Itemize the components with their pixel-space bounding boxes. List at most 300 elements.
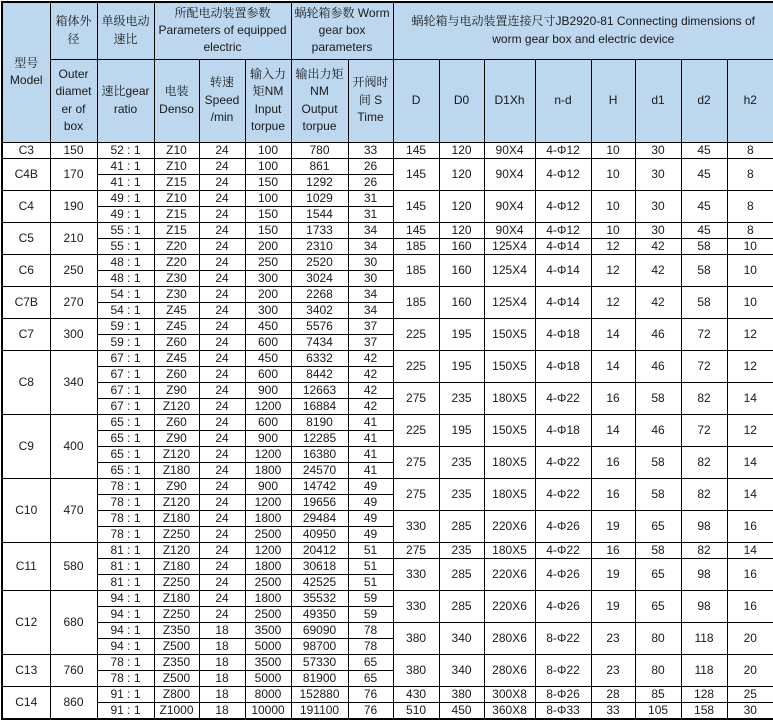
cell-speed: 24: [199, 382, 245, 398]
cell-input-torque: 900: [245, 478, 291, 494]
cell-D0: 120: [439, 190, 484, 222]
cell-model: C4: [2, 190, 50, 222]
cell-gear-ratio: 91 : 1: [97, 686, 154, 702]
cell-D0: 235: [439, 478, 484, 510]
cell-D0: 450: [439, 702, 484, 719]
cell-d2: 72: [681, 414, 727, 446]
cell-speed: 24: [199, 590, 245, 606]
cell-denso: Z45: [154, 302, 199, 318]
cell-h2: 25: [727, 686, 773, 702]
cell-D1Xh: 90X4: [484, 142, 535, 158]
cell-output-torque: 3402: [291, 302, 348, 318]
cell-D1Xh: 125X4: [484, 238, 535, 254]
cell-D: 145: [393, 142, 439, 158]
table-row: [2, 414, 773, 430]
cell-time: 42: [348, 382, 393, 398]
cell-input-torque: 3500: [245, 654, 291, 670]
cell-h2: 14: [727, 542, 773, 558]
cell-d2: 72: [681, 318, 727, 350]
cell-speed: 24: [199, 270, 245, 286]
cell-outer-diameter: 250: [50, 254, 97, 286]
cell-h2: 10: [727, 238, 773, 254]
header-row-columns: [2, 59, 773, 142]
cell-d1: 65: [635, 590, 681, 622]
cell-outer-diameter: 170: [50, 158, 97, 190]
cell-d1: 42: [635, 254, 681, 286]
cell-output-torque: 57330: [291, 654, 348, 670]
cell-speed: 24: [199, 446, 245, 462]
cell-H: 14: [591, 350, 635, 382]
cell-time: 34: [348, 222, 393, 238]
table-row: [2, 222, 773, 238]
cell-gear-ratio: 48 : 1: [97, 270, 154, 286]
cell-D1Xh: 150X5: [484, 318, 535, 350]
header-dim-D0: D0: [439, 59, 484, 142]
cell-denso: Z30: [154, 286, 199, 302]
cell-n-d: 4-Φ26: [535, 590, 591, 622]
cell-outer-diameter: 860: [50, 686, 97, 719]
cell-H: 19: [591, 558, 635, 590]
cell-time: 41: [348, 462, 393, 478]
cell-speed: 18: [199, 702, 245, 719]
cell-speed: 24: [199, 414, 245, 430]
cell-input-torque: 10000: [245, 702, 291, 719]
header-time: 开阀时间 S Time: [348, 59, 393, 142]
cell-d2: 118: [681, 622, 727, 654]
cell-time: 59: [348, 606, 393, 622]
cell-model: C10: [2, 478, 50, 542]
cell-n-d: 4-Φ22: [535, 478, 591, 510]
table-row: [2, 478, 773, 494]
cell-h2: 8: [727, 190, 773, 222]
cell-time: 42: [348, 366, 393, 382]
cell-speed: 24: [199, 398, 245, 414]
cell-denso: Z45: [154, 318, 199, 334]
cell-denso: Z180: [154, 510, 199, 526]
cell-input-torque: 3500: [245, 622, 291, 638]
cell-h2: 16: [727, 510, 773, 542]
cell-gear-ratio: 49 : 1: [97, 190, 154, 206]
cell-time: 30: [348, 254, 393, 270]
cell-D: 430: [393, 686, 439, 702]
cell-time: 51: [348, 542, 393, 558]
cell-h2: 10: [727, 286, 773, 318]
cell-output-torque: 191100: [291, 702, 348, 719]
cell-D0: 285: [439, 558, 484, 590]
cell-speed: 18: [199, 654, 245, 670]
table-row: [2, 238, 773, 254]
header-outer-diameter-en: Outer diameter of box: [50, 59, 97, 142]
table-row: [2, 190, 773, 206]
cell-D1Xh: 180X5: [484, 382, 535, 414]
cell-time: 31: [348, 206, 393, 222]
cell-gear-ratio: 65 : 1: [97, 446, 154, 462]
cell-d1: 80: [635, 654, 681, 686]
header-gear-ratio-en: 速比gear ratio: [97, 59, 154, 142]
cell-gear-ratio: 67 : 1: [97, 366, 154, 382]
cell-time: 30: [348, 270, 393, 286]
cell-denso: Z60: [154, 334, 199, 350]
table-row: [2, 510, 773, 526]
cell-d2: 45: [681, 190, 727, 222]
cell-D1Xh: 280X6: [484, 654, 535, 686]
cell-denso: Z45: [154, 350, 199, 366]
cell-model: C14: [2, 686, 50, 719]
header-dim-H: H: [591, 59, 635, 142]
cell-input-torque: 8000: [245, 686, 291, 702]
cell-input-torque: 100: [245, 142, 291, 158]
cell-d2: 98: [681, 510, 727, 542]
cell-gear-ratio: 94 : 1: [97, 622, 154, 638]
cell-denso: Z20: [154, 254, 199, 270]
cell-model: C12: [2, 590, 50, 654]
cell-gear-ratio: 81 : 1: [97, 574, 154, 590]
cell-speed: 24: [199, 142, 245, 158]
cell-output-torque: 29484: [291, 510, 348, 526]
cell-h2: 14: [727, 446, 773, 478]
cell-speed: 24: [199, 510, 245, 526]
cell-H: 10: [591, 158, 635, 190]
cell-model: C8: [2, 350, 50, 414]
cell-model: C4B: [2, 158, 50, 190]
cell-h2: 12: [727, 318, 773, 350]
cell-time: 33: [348, 142, 393, 158]
header-row-groups: [2, 2, 773, 59]
cell-input-torque: 1200: [245, 398, 291, 414]
cell-H: 16: [591, 382, 635, 414]
cell-time: 78: [348, 638, 393, 654]
cell-outer-diameter: 340: [50, 350, 97, 414]
cell-speed: 24: [199, 350, 245, 366]
table-row: [2, 158, 773, 174]
cell-time: 42: [348, 350, 393, 366]
cell-outer-diameter: 580: [50, 542, 97, 590]
cell-n-d: 4-Φ18: [535, 350, 591, 382]
cell-d2: 128: [681, 686, 727, 702]
cell-input-torque: 1800: [245, 462, 291, 478]
cell-d1: 58: [635, 478, 681, 510]
cell-model: C6: [2, 254, 50, 286]
cell-time: 37: [348, 318, 393, 334]
cell-d2: 118: [681, 654, 727, 686]
cell-D1Xh: 360X8: [484, 702, 535, 719]
cell-d1: 65: [635, 558, 681, 590]
cell-denso: Z800: [154, 686, 199, 702]
header-gear-ratio-cn: 单级电动速比: [97, 2, 154, 59]
cell-h2: 12: [727, 414, 773, 446]
cell-H: 10: [591, 142, 635, 158]
cell-D: 330: [393, 590, 439, 622]
header-output-torque: 输出力矩 NM Output torpue: [291, 59, 348, 142]
cell-d2: 82: [681, 542, 727, 558]
cell-gear-ratio: 54 : 1: [97, 286, 154, 302]
cell-n-d: 4-Φ14: [535, 238, 591, 254]
cell-D: 185: [393, 238, 439, 254]
cell-output-torque: 14742: [291, 478, 348, 494]
table-row: [2, 558, 773, 574]
cell-speed: 24: [199, 574, 245, 590]
cell-gear-ratio: 81 : 1: [97, 542, 154, 558]
cell-H: 10: [591, 222, 635, 238]
cell-d2: 82: [681, 382, 727, 414]
cell-d2: 72: [681, 350, 727, 382]
cell-n-d: 4-Φ22: [535, 446, 591, 478]
table-row: [2, 142, 773, 158]
cell-d1: 46: [635, 318, 681, 350]
table-row: [2, 254, 773, 270]
cell-input-torque: 100: [245, 158, 291, 174]
cell-outer-diameter: 400: [50, 414, 97, 478]
cell-speed: 24: [199, 254, 245, 270]
cell-d1: 80: [635, 622, 681, 654]
cell-gear-ratio: 65 : 1: [97, 462, 154, 478]
cell-output-torque: 35532: [291, 590, 348, 606]
cell-output-torque: 69090: [291, 622, 348, 638]
cell-speed: 24: [199, 334, 245, 350]
cell-input-torque: 600: [245, 334, 291, 350]
cell-outer-diameter: 300: [50, 318, 97, 350]
cell-D0: 235: [439, 382, 484, 414]
cell-D: 185: [393, 286, 439, 318]
cell-gear-ratio: 91 : 1: [97, 702, 154, 719]
cell-input-torque: 1200: [245, 542, 291, 558]
cell-outer-diameter: 760: [50, 654, 97, 686]
cell-output-torque: 1544: [291, 206, 348, 222]
cell-gear-ratio: 78 : 1: [97, 478, 154, 494]
cell-input-torque: 1800: [245, 590, 291, 606]
cell-D0: 285: [439, 590, 484, 622]
cell-D: 330: [393, 510, 439, 542]
cell-gear-ratio: 81 : 1: [97, 558, 154, 574]
cell-output-torque: 49350: [291, 606, 348, 622]
cell-gear-ratio: 78 : 1: [97, 670, 154, 686]
parameters-table: [1, 1, 773, 720]
cell-D: 275: [393, 542, 439, 558]
cell-H: 16: [591, 542, 635, 558]
header-denso: 电装 Denso: [154, 59, 199, 142]
cell-d1: 58: [635, 446, 681, 478]
header-speed: 转速 Speed /min: [199, 59, 245, 142]
cell-D1Xh: 220X6: [484, 510, 535, 542]
cell-H: 14: [591, 414, 635, 446]
cell-output-torque: 3024: [291, 270, 348, 286]
cell-D1Xh: 125X4: [484, 254, 535, 286]
cell-input-torque: 1800: [245, 510, 291, 526]
cell-D1Xh: 90X4: [484, 158, 535, 190]
table-row: [2, 686, 773, 702]
cell-speed: 24: [199, 190, 245, 206]
cell-gear-ratio: 59 : 1: [97, 318, 154, 334]
cell-D1Xh: 150X5: [484, 414, 535, 446]
cell-d2: 58: [681, 286, 727, 318]
cell-outer-diameter: 150: [50, 142, 97, 158]
cell-speed: 18: [199, 686, 245, 702]
cell-speed: 24: [199, 526, 245, 542]
cell-output-torque: 7434: [291, 334, 348, 350]
cell-output-torque: 1029: [291, 190, 348, 206]
cell-denso: Z10: [154, 190, 199, 206]
cell-speed: 24: [199, 478, 245, 494]
cell-input-torque: 1200: [245, 494, 291, 510]
cell-denso: Z180: [154, 558, 199, 574]
table-row: [2, 318, 773, 334]
cell-gear-ratio: 41 : 1: [97, 158, 154, 174]
cell-input-torque: 600: [245, 366, 291, 382]
cell-D1Xh: 90X4: [484, 222, 535, 238]
cell-D: 225: [393, 318, 439, 350]
cell-d2: 158: [681, 702, 727, 719]
cell-d1: 42: [635, 286, 681, 318]
cell-gear-ratio: 94 : 1: [97, 638, 154, 654]
cell-d2: 82: [681, 478, 727, 510]
cell-H: 12: [591, 286, 635, 318]
cell-input-torque: 1200: [245, 446, 291, 462]
table-row: [2, 446, 773, 462]
cell-h2: 8: [727, 158, 773, 190]
cell-speed: 24: [199, 302, 245, 318]
cell-output-torque: 2310: [291, 238, 348, 254]
cell-time: 31: [348, 190, 393, 206]
cell-D1Xh: 180X5: [484, 542, 535, 558]
cell-denso: Z120: [154, 446, 199, 462]
cell-d1: 105: [635, 702, 681, 719]
cell-output-torque: 81900: [291, 670, 348, 686]
cell-h2: 16: [727, 590, 773, 622]
cell-n-d: 8-Φ33: [535, 702, 591, 719]
cell-d2: 45: [681, 142, 727, 158]
cell-D: 380: [393, 654, 439, 686]
cell-D1Xh: 90X4: [484, 190, 535, 222]
cell-n-d: 4-Φ22: [535, 382, 591, 414]
cell-time: 34: [348, 302, 393, 318]
cell-speed: 24: [199, 542, 245, 558]
cell-time: 76: [348, 702, 393, 719]
cell-n-d: 4-Φ12: [535, 158, 591, 190]
cell-input-torque: 2500: [245, 526, 291, 542]
header-dim-h2: h2: [727, 59, 773, 142]
cell-input-torque: 100: [245, 190, 291, 206]
cell-speed: 24: [199, 494, 245, 510]
cell-h2: 10: [727, 254, 773, 286]
cell-n-d: 4-Φ12: [535, 190, 591, 222]
cell-D: 275: [393, 382, 439, 414]
cell-time: 76: [348, 686, 393, 702]
cell-input-torque: 2500: [245, 574, 291, 590]
cell-denso: Z500: [154, 670, 199, 686]
table-row: [2, 654, 773, 670]
cell-denso: Z10: [154, 142, 199, 158]
cell-input-torque: 900: [245, 430, 291, 446]
cell-input-torque: 900: [245, 382, 291, 398]
cell-time: 49: [348, 526, 393, 542]
cell-denso: Z30: [154, 270, 199, 286]
cell-d2: 45: [681, 158, 727, 190]
cell-gear-ratio: 59 : 1: [97, 334, 154, 350]
cell-D0: 380: [439, 686, 484, 702]
cell-n-d: 4-Φ12: [535, 142, 591, 158]
cell-output-torque: 780: [291, 142, 348, 158]
cell-output-torque: 20412: [291, 542, 348, 558]
cell-denso: Z1000: [154, 702, 199, 719]
table-row: [2, 702, 773, 719]
cell-d1: 30: [635, 222, 681, 238]
cell-D0: 235: [439, 446, 484, 478]
cell-outer-diameter: 210: [50, 222, 97, 254]
cell-D0: 235: [439, 542, 484, 558]
cell-denso: Z15: [154, 222, 199, 238]
cell-D0: 195: [439, 350, 484, 382]
cell-n-d: 4-Φ26: [535, 558, 591, 590]
cell-output-torque: 861: [291, 158, 348, 174]
cell-speed: 24: [199, 462, 245, 478]
cell-gear-ratio: 94 : 1: [97, 606, 154, 622]
cell-D1Xh: 180X5: [484, 446, 535, 478]
cell-denso: Z15: [154, 174, 199, 190]
cell-gear-ratio: 94 : 1: [97, 590, 154, 606]
cell-denso: Z90: [154, 478, 199, 494]
table-row: [2, 382, 773, 398]
cell-d1: 58: [635, 542, 681, 558]
cell-output-torque: 5576: [291, 318, 348, 334]
table-header: [2, 2, 773, 142]
cell-gear-ratio: 65 : 1: [97, 430, 154, 446]
cell-speed: 24: [199, 430, 245, 446]
cell-gear-ratio: 78 : 1: [97, 510, 154, 526]
cell-n-d: 8-Φ22: [535, 654, 591, 686]
header-group-electric-device: 所配电动装置参数 Parameters of equipped electric: [154, 2, 291, 59]
cell-D1Xh: 220X6: [484, 590, 535, 622]
cell-denso: Z90: [154, 382, 199, 398]
cell-speed: 24: [199, 174, 245, 190]
cell-d2: 98: [681, 590, 727, 622]
cell-d1: 42: [635, 238, 681, 254]
cell-denso: Z350: [154, 654, 199, 670]
cell-D0: 120: [439, 222, 484, 238]
cell-D0: 160: [439, 238, 484, 254]
cell-n-d: 8-Φ22: [535, 622, 591, 654]
cell-D0: 195: [439, 414, 484, 446]
cell-H: 28: [591, 686, 635, 702]
cell-denso: Z15: [154, 206, 199, 222]
cell-h2: 14: [727, 382, 773, 414]
cell-D: 145: [393, 222, 439, 238]
cell-H: 23: [591, 654, 635, 686]
cell-denso: Z250: [154, 606, 199, 622]
cell-D: 185: [393, 254, 439, 286]
cell-n-d: 8-Φ26: [535, 686, 591, 702]
header-input-torque: 输入力矩NM Input torpue: [245, 59, 291, 142]
cell-n-d: 4-Φ14: [535, 254, 591, 286]
cell-D1Xh: 220X6: [484, 558, 535, 590]
cell-gear-ratio: 54 : 1: [97, 302, 154, 318]
cell-denso: Z250: [154, 574, 199, 590]
table-row: [2, 350, 773, 366]
cell-gear-ratio: 48 : 1: [97, 254, 154, 270]
cell-D: 275: [393, 446, 439, 478]
cell-input-torque: 300: [245, 302, 291, 318]
cell-h2: 14: [727, 478, 773, 510]
cell-outer-diameter: 270: [50, 286, 97, 318]
cell-h2: 8: [727, 222, 773, 238]
cell-time: 51: [348, 574, 393, 590]
header-dim-n-d: n-d: [535, 59, 591, 142]
cell-d1: 30: [635, 190, 681, 222]
cell-D1Xh: 125X4: [484, 286, 535, 318]
cell-speed: 18: [199, 622, 245, 638]
cell-H: 33: [591, 702, 635, 719]
cell-denso: Z120: [154, 542, 199, 558]
cell-time: 49: [348, 478, 393, 494]
